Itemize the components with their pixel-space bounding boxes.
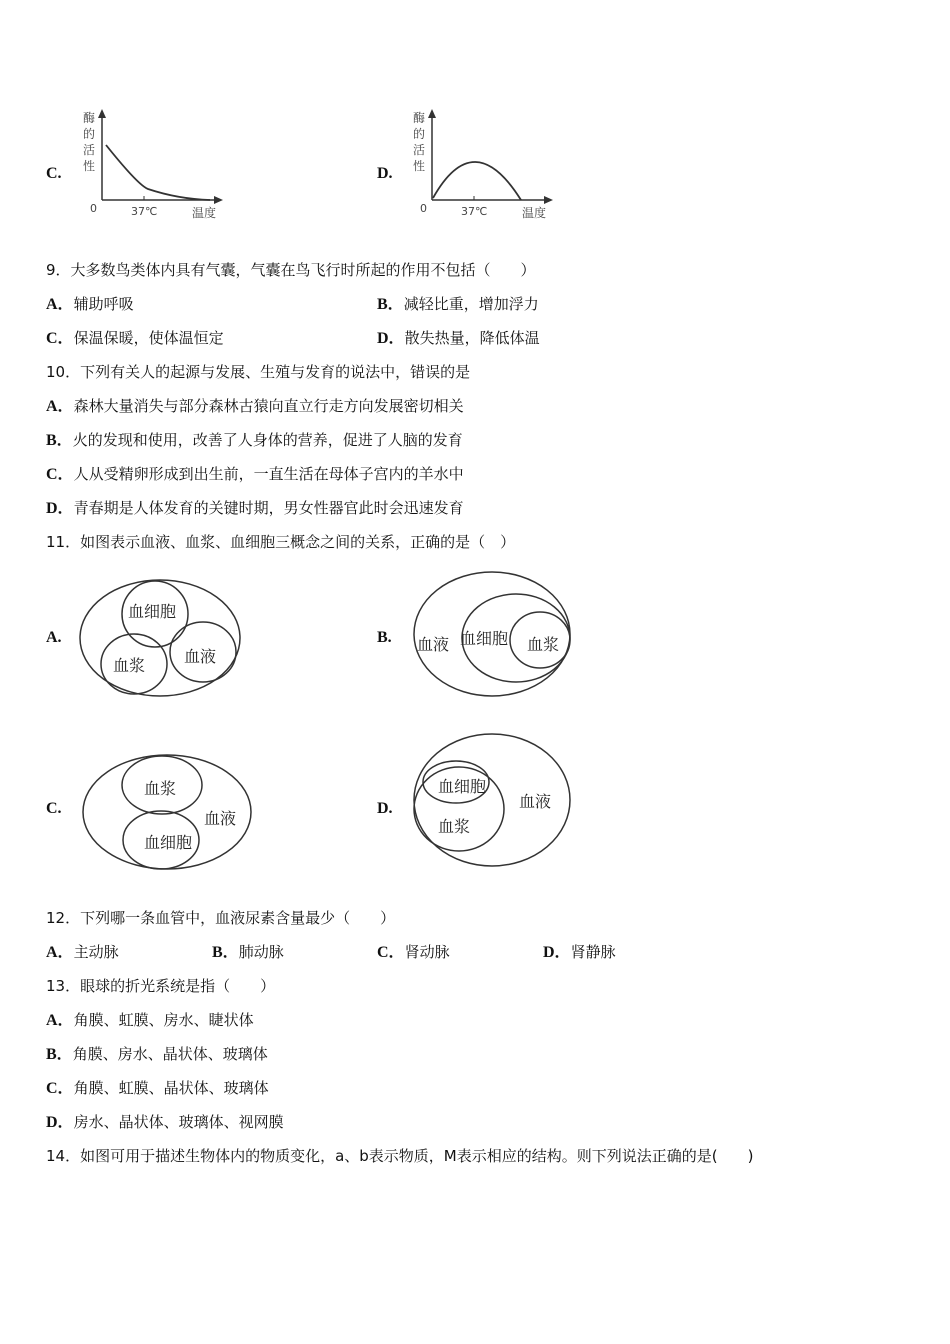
q13-option-b[interactable]: [46, 1044, 268, 1065]
option-label: C．: [377, 944, 405, 961]
q10-option-a[interactable]: [46, 396, 464, 417]
q10-option-c[interactable]: [46, 464, 464, 485]
option-text: 火的发现和使用，改善了人身体的营养，促进了人脑的发育: [72, 431, 463, 449]
option-text: 肾动脉: [404, 943, 450, 961]
svg-text:温度: 温度: [192, 206, 217, 220]
option-label: B．: [377, 296, 404, 313]
label-blood-cell: 血细胞: [128, 602, 177, 621]
option-label: C．: [46, 330, 74, 347]
svg-text:性: 性: [413, 159, 426, 173]
option-label: D．: [46, 1114, 74, 1131]
q9-option-c[interactable]: [46, 328, 224, 349]
q10-option-b[interactable]: [46, 430, 463, 451]
q12-option-c[interactable]: [377, 942, 450, 963]
svg-text:酶: 酶: [413, 111, 426, 125]
svg-text:0: 0: [90, 202, 97, 215]
option-text: 主动脉: [73, 943, 119, 961]
option-label: C．: [46, 466, 74, 483]
label-plasma: 血浆: [527, 635, 560, 654]
option-text: 辅助呼吸: [73, 295, 134, 313]
q11-stem: 11．如图表示血液、血浆、血细胞三概念之间的关系，正确的是（ ）: [46, 533, 516, 551]
option-label: D．: [46, 500, 74, 517]
option-text: 肺动脉: [238, 943, 284, 961]
q13-option-a[interactable]: [46, 1010, 254, 1031]
label-plasma: 血浆: [113, 656, 146, 675]
q11-option-b-diagram[interactable]: [410, 570, 575, 702]
q9-option-a[interactable]: [46, 294, 134, 315]
q8-option-c-label: C.: [46, 165, 62, 182]
label-blood-cell: 血细胞: [438, 777, 487, 796]
option-label: B．: [46, 1046, 73, 1063]
q14-stem: 14．如图可用于描述生物体内的物质变化，a、b表示物质，M表示相应的结构。则下列说法正确的是( ): [46, 1147, 754, 1165]
q8-option-c-graph: [78, 105, 228, 225]
q13-stem: 13．眼球的折光系统是指（ ）: [46, 977, 276, 995]
option-text: 房水、晶状体、玻璃体、视网膜: [73, 1113, 284, 1131]
q13-option-c[interactable]: [46, 1078, 269, 1099]
q9-option-d[interactable]: [377, 328, 540, 349]
option-text: 散失热量，降低体温: [404, 329, 540, 347]
q10-option-d[interactable]: [46, 498, 464, 519]
label-blood: 血液: [184, 647, 217, 666]
label-plasma: 血浆: [438, 817, 471, 836]
q9-option-b[interactable]: [377, 294, 539, 315]
option-text: 保温保暖，使体温恒定: [73, 329, 224, 347]
option-text: 森林大量消失与部分森林古猿向直立行走方向发展密切相关: [73, 397, 464, 415]
option-text: 角膜、虹膜、房水、睫状体: [73, 1011, 254, 1029]
y-axis-char: 酶: [83, 111, 96, 125]
label-plasma: 血浆: [144, 779, 177, 798]
svg-text:活: 活: [413, 143, 426, 157]
q9-stem: 9．大多数鸟类体内具有气囊，气囊在鸟飞行时所起的作用不包括（ ）: [46, 261, 536, 279]
svg-text:温度: 温度: [522, 206, 547, 220]
q12-option-a[interactable]: [46, 942, 119, 963]
option-text: 青春期是人体发育的关键时期，男女性器官此时会迅速发育: [73, 499, 464, 517]
q11-option-d-diagram[interactable]: [410, 730, 575, 870]
label-blood-cell: 血细胞: [144, 833, 193, 852]
option-label: A．: [46, 296, 74, 313]
q11-option-c-label: C.: [46, 800, 62, 817]
q12-stem: 12．下列哪一条血管中，血液尿素含量最少（ ）: [46, 909, 396, 927]
option-text: 肾静脉: [570, 943, 616, 961]
q11-option-c-diagram[interactable]: [80, 752, 255, 874]
label-blood: 血液: [519, 792, 552, 811]
option-label: B．: [212, 944, 239, 961]
option-text: 角膜、房水、晶状体、玻璃体: [72, 1045, 268, 1063]
svg-text:的: 的: [83, 127, 96, 141]
q13-option-d[interactable]: [46, 1112, 284, 1133]
option-text: 角膜、虹膜、晶状体、玻璃体: [73, 1079, 269, 1097]
q11-option-d-label: D.: [377, 800, 393, 817]
q10-stem: 10．下列有关人的起源与发展、生殖与发育的说法中，错误的是: [46, 363, 471, 381]
svg-text:的: 的: [413, 127, 426, 141]
option-label: B．: [46, 432, 73, 449]
option-text: 减轻比重，增加浮力: [403, 295, 539, 313]
option-label: A．: [46, 944, 74, 961]
label-blood: 血液: [417, 635, 450, 654]
q12-option-b[interactable]: [212, 942, 284, 963]
q8-option-d-label: D.: [377, 165, 393, 182]
svg-text:活: 活: [83, 143, 96, 157]
option-label: A．: [46, 1012, 74, 1029]
q11-option-a-label: A.: [46, 629, 62, 646]
svg-text:0: 0: [420, 202, 427, 215]
option-label: D．: [543, 944, 571, 961]
option-text: 人从受精卵形成到出生前，一直生活在母体子宫内的羊水中: [73, 465, 464, 483]
svg-text:37℃: 37℃: [461, 205, 488, 218]
q11-option-a-diagram[interactable]: [78, 578, 246, 700]
tick-37c: 37℃: [131, 205, 158, 218]
q11-option-b-label: B.: [377, 629, 392, 646]
option-label: D．: [377, 330, 405, 347]
option-label: C．: [46, 1080, 74, 1097]
option-label: A．: [46, 398, 74, 415]
svg-text:性: 性: [83, 159, 96, 173]
q12-option-d[interactable]: [543, 942, 616, 963]
q8-option-d-graph: [408, 105, 558, 225]
label-blood-cell: 血细胞: [460, 629, 509, 648]
label-blood: 血液: [204, 809, 237, 828]
